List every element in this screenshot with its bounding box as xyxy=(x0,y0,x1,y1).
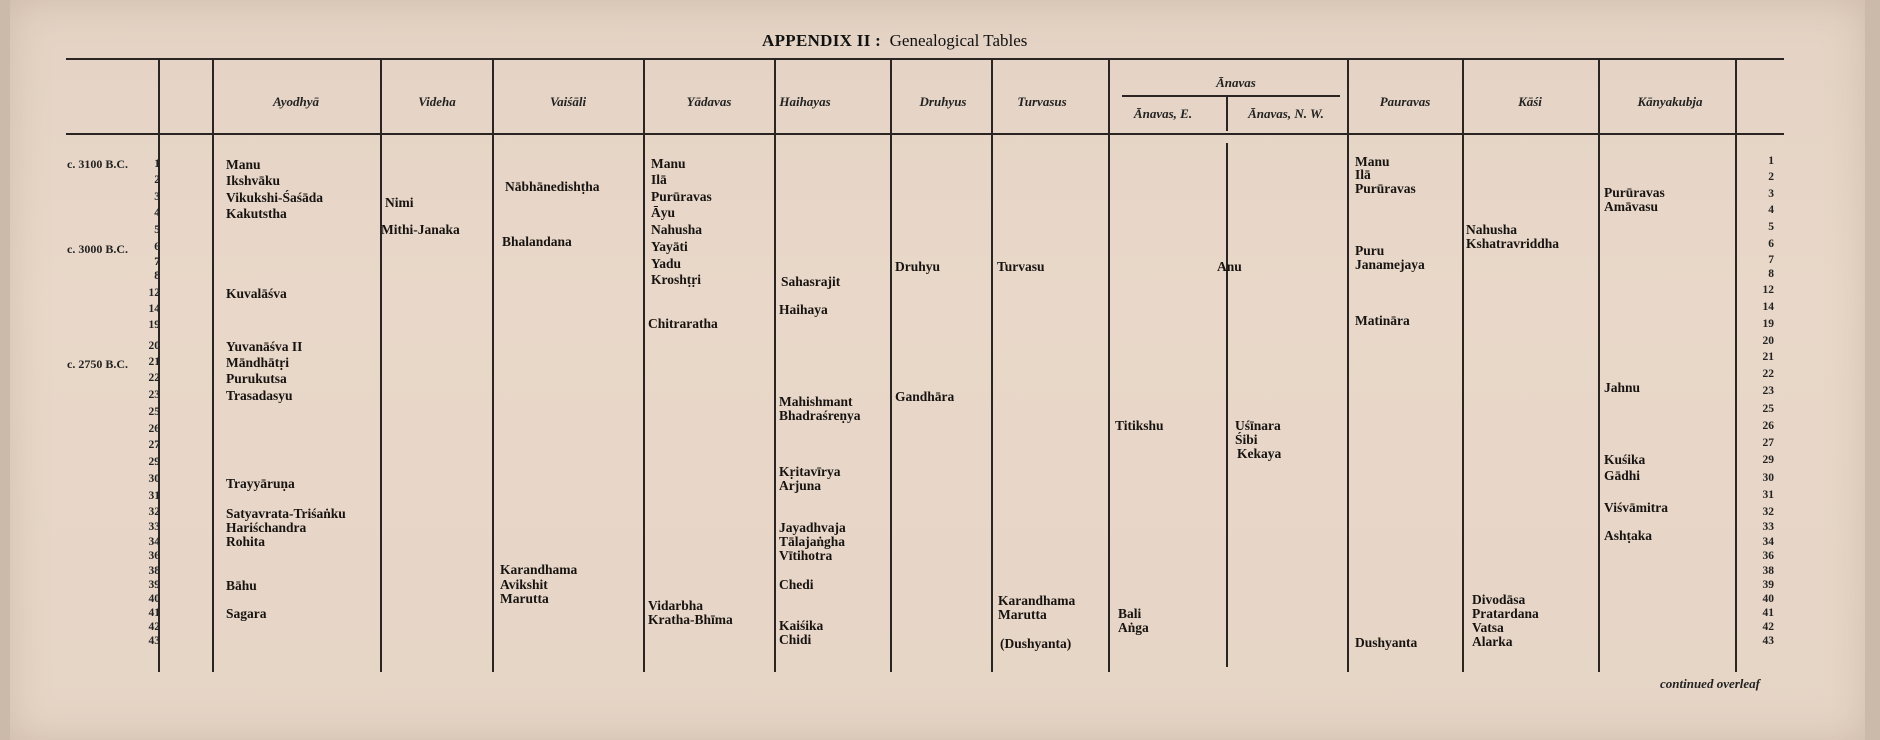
table-cell: Yadu xyxy=(651,256,682,271)
table-cell: Bali xyxy=(1118,606,1142,621)
table-cell: Rohita xyxy=(226,534,266,549)
col-rule xyxy=(212,60,214,672)
generation-number: 31 xyxy=(148,490,160,502)
generation-number: 21 xyxy=(1762,351,1774,363)
table-cell: Trasadasyu xyxy=(226,388,293,403)
generation-number: 27 xyxy=(148,439,160,451)
generation-number: 30 xyxy=(1762,472,1774,484)
generation-number: 26 xyxy=(148,423,160,435)
table-cell: Matināra xyxy=(1355,313,1410,328)
generation-number: 32 xyxy=(148,506,160,518)
header-kasi: Kāśi xyxy=(1518,94,1542,109)
table-cell: Alarka xyxy=(1472,634,1513,649)
generation-number: 29 xyxy=(1762,454,1774,466)
generation-number: 20 xyxy=(148,340,160,352)
table-cell: Puru xyxy=(1355,243,1385,258)
date-label: c. 3100 B.C. xyxy=(67,157,128,171)
table-cell: Vidarbha xyxy=(648,598,704,613)
generation-number: 2 xyxy=(154,174,160,186)
generation-number: 14 xyxy=(1762,301,1774,313)
col-rule xyxy=(1735,60,1737,672)
table-cell: Kekaya xyxy=(1237,446,1282,461)
table-cell: Purukutsa xyxy=(226,371,287,386)
table-cell: Vītihotra xyxy=(779,548,833,563)
col-rule xyxy=(1462,60,1464,672)
table-cell: Manu xyxy=(226,157,261,172)
header-videha: Videha xyxy=(418,94,456,109)
table-cell: Kuśika xyxy=(1604,452,1646,467)
continued-note: continued overleaf xyxy=(1660,676,1761,691)
table-cell: Nimi xyxy=(385,195,414,210)
generation-number: 40 xyxy=(1762,593,1774,605)
generation-number: 8 xyxy=(1768,268,1774,280)
table-cell: Nābhānedishṭha xyxy=(505,179,600,194)
table-cell: Marutta xyxy=(500,591,549,606)
table-cell: Bhadraśreṇya xyxy=(779,408,861,423)
generation-number: 25 xyxy=(148,406,160,418)
table-cell: Yayāti xyxy=(651,239,688,254)
table-cell: Gādhi xyxy=(1604,468,1641,483)
table-cell-anu: Anu xyxy=(1217,259,1242,274)
generation-number: 6 xyxy=(154,241,160,253)
generation-number: 1 xyxy=(154,158,160,170)
generation-number: 39 xyxy=(1762,579,1774,591)
generation-number: 42 xyxy=(148,621,160,633)
table-cell: Trayyāruṇa xyxy=(226,476,295,491)
generation-number: 19 xyxy=(148,319,160,331)
table-cell: Uśīnara xyxy=(1235,418,1281,433)
table-cell: Vikukshi-Śaśāda xyxy=(226,190,324,205)
col-rule xyxy=(1226,97,1228,131)
table-cell: Kṛitavīrya xyxy=(779,464,841,479)
generation-number: 34 xyxy=(1762,536,1774,548)
table-cell: Viśvāmitra xyxy=(1604,500,1668,515)
generation-number: 7 xyxy=(1768,254,1774,266)
table-cell: Satyavrata-Triśaṅku xyxy=(226,506,346,521)
header-druhyus: Druhyus xyxy=(919,94,967,109)
table-cell: Manu xyxy=(1355,154,1390,169)
table-cell: Arjuna xyxy=(779,478,822,493)
table-cell: Purūravas xyxy=(651,189,712,204)
generation-number: 5 xyxy=(1768,221,1774,233)
generation-number: 8 xyxy=(154,270,160,282)
col-rule xyxy=(380,60,382,672)
table-cell: Manu xyxy=(651,156,686,171)
generation-number: 39 xyxy=(148,579,160,591)
col-rule xyxy=(991,60,993,672)
table-cell: Turvasu xyxy=(997,259,1045,274)
header-anavas-nw: Ānavas, N. W. xyxy=(1248,106,1324,121)
generation-number: 5 xyxy=(154,224,160,236)
table-cell: Amāvasu xyxy=(1604,199,1659,214)
generation-number: 38 xyxy=(148,565,160,577)
table-cell: Divodāsa xyxy=(1472,592,1526,607)
table-cell: Kuvalāśva xyxy=(226,286,287,301)
table-cell: Pratardana xyxy=(1472,606,1539,621)
table-cell: Āyu xyxy=(651,205,676,220)
table-cell: Bhalandana xyxy=(502,234,572,249)
generation-number: 42 xyxy=(1762,621,1774,633)
col-rule xyxy=(1226,143,1228,667)
header-haihayas: Haihayas xyxy=(779,94,831,109)
generation-number: 31 xyxy=(1762,489,1774,501)
header-kanyakubja: Kānyakubja xyxy=(1637,94,1703,109)
header-yadavas: Yādavas xyxy=(686,94,732,109)
table-cell: Nahusha xyxy=(1466,222,1518,237)
anavas-subrule xyxy=(1122,95,1340,97)
header-anavas: Ānavas xyxy=(1216,75,1256,90)
generation-number: 41 xyxy=(1762,607,1774,619)
generation-number: 32 xyxy=(1762,506,1774,518)
generation-number: 25 xyxy=(1762,403,1774,415)
generation-number: 22 xyxy=(148,372,160,384)
date-label: c. 3000 B.C. xyxy=(67,242,128,256)
generation-number: 30 xyxy=(148,473,160,485)
header-ayodhya: Ayodhyā xyxy=(273,94,319,109)
generation-number: 6 xyxy=(1768,238,1774,250)
table-cell: Kshatravriddha xyxy=(1466,236,1560,251)
table-cell: Ilā xyxy=(651,172,667,187)
generation-number: 19 xyxy=(1762,318,1774,330)
table-cell: Kroshṭṛi xyxy=(651,272,701,287)
table-cell: Karandhama xyxy=(998,593,1076,608)
generation-number: 22 xyxy=(1762,368,1774,380)
generation-number: 23 xyxy=(1762,385,1774,397)
generation-number: 3 xyxy=(154,191,160,203)
table-cell: Jayadhvaja xyxy=(779,520,846,535)
generation-number: 29 xyxy=(148,456,160,468)
table-cell: Kratha-Bhīma xyxy=(648,612,733,627)
generation-number: 33 xyxy=(1762,521,1774,533)
table-cell: Kakutstha xyxy=(226,206,287,221)
col-rule xyxy=(1108,60,1110,672)
generation-number: 40 xyxy=(148,593,160,605)
generation-number: 21 xyxy=(148,356,160,368)
generation-number: 36 xyxy=(148,550,160,562)
table-cell: Gandhāra xyxy=(895,389,955,404)
table-cell: Purūravas xyxy=(1355,181,1416,196)
table-cell: Vatsa xyxy=(1472,620,1504,635)
generation-number: 4 xyxy=(154,207,160,219)
table-cell: Hariśchandra xyxy=(226,520,307,535)
generation-number: 41 xyxy=(148,607,160,619)
generation-number: 3 xyxy=(1768,188,1774,200)
generation-number: 4 xyxy=(1768,204,1774,216)
generation-number: 38 xyxy=(1762,565,1774,577)
document-page xyxy=(10,0,1865,740)
table-cell: Druhyu xyxy=(895,259,941,274)
table-cell: Sahasrajit xyxy=(781,274,841,289)
table-cell: Purūravas xyxy=(1604,185,1665,200)
table-cell: Marutta xyxy=(998,607,1047,622)
table-cell: Mahishmant xyxy=(779,394,853,409)
header-pauravas: Pauravas xyxy=(1379,94,1431,109)
table-cell: Chitraratha xyxy=(648,316,718,331)
table-cell: Chidi xyxy=(779,632,812,647)
table-cell: Mithi-Janaka xyxy=(381,222,460,237)
generation-number: 33 xyxy=(148,521,160,533)
generation-number: 43 xyxy=(1762,635,1774,647)
col-rule xyxy=(643,60,645,672)
generation-number: 1 xyxy=(1768,155,1774,167)
table-cell: Karandhama xyxy=(500,562,578,577)
generation-number: 26 xyxy=(1762,420,1774,432)
header-turvasus: Turvasus xyxy=(1017,94,1067,109)
table-cell: Tālajaṅgha xyxy=(779,534,846,549)
generation-number: 20 xyxy=(1762,335,1774,347)
col-rule xyxy=(890,60,892,672)
header-vaisali: Vaiśāli xyxy=(549,94,587,109)
table-cell: Ilā xyxy=(1355,167,1371,182)
table-cell: (Dushyanta) xyxy=(1000,636,1072,651)
generation-number: 2 xyxy=(1768,171,1774,183)
col-rule xyxy=(1598,60,1600,672)
generation-number: 12 xyxy=(1762,284,1774,296)
generation-number: 14 xyxy=(148,303,160,315)
table-cell: Kaiśika xyxy=(779,618,824,633)
table-cell: Janamejaya xyxy=(1355,257,1425,272)
table-cell: Jahnu xyxy=(1604,380,1641,395)
table-cell: Śibi xyxy=(1235,432,1258,447)
table-cell: Sagara xyxy=(226,606,267,621)
col-rule xyxy=(774,60,776,672)
header-anavas-e: Ānavas, E. xyxy=(1133,106,1193,121)
table-cell: Nahusha xyxy=(651,222,703,237)
date-label: c. 2750 B.C. xyxy=(67,357,128,371)
generation-number: 27 xyxy=(1762,437,1774,449)
table-cell: Avikshit xyxy=(500,577,548,592)
col-rule xyxy=(1347,60,1349,672)
table-cell: Haihaya xyxy=(779,302,828,317)
generation-number: 12 xyxy=(148,287,160,299)
table-cell: Yuvanāśva II xyxy=(226,339,303,354)
top-rule xyxy=(66,58,1784,60)
page-title: APPENDIX II : Genealogical Tables xyxy=(762,31,1028,50)
generation-number: 43 xyxy=(148,635,160,647)
col-rule xyxy=(492,60,494,672)
table-cell: Ikshvāku xyxy=(226,173,281,188)
table-cell: Ashṭaka xyxy=(1604,528,1653,543)
table-cell: Chedi xyxy=(779,577,814,592)
table-cell: Titikshu xyxy=(1115,418,1164,433)
table-cell: Māndhātṛi xyxy=(226,355,290,370)
header-rule xyxy=(66,133,1784,135)
generation-number: 36 xyxy=(1762,550,1774,562)
table-cell: Bāhu xyxy=(226,578,257,593)
generation-number: 34 xyxy=(148,536,160,548)
table-cell: Aṅga xyxy=(1118,620,1149,635)
generation-number: 7 xyxy=(154,256,160,268)
table-cell: Dushyanta xyxy=(1355,635,1418,650)
generation-number: 23 xyxy=(148,389,160,401)
